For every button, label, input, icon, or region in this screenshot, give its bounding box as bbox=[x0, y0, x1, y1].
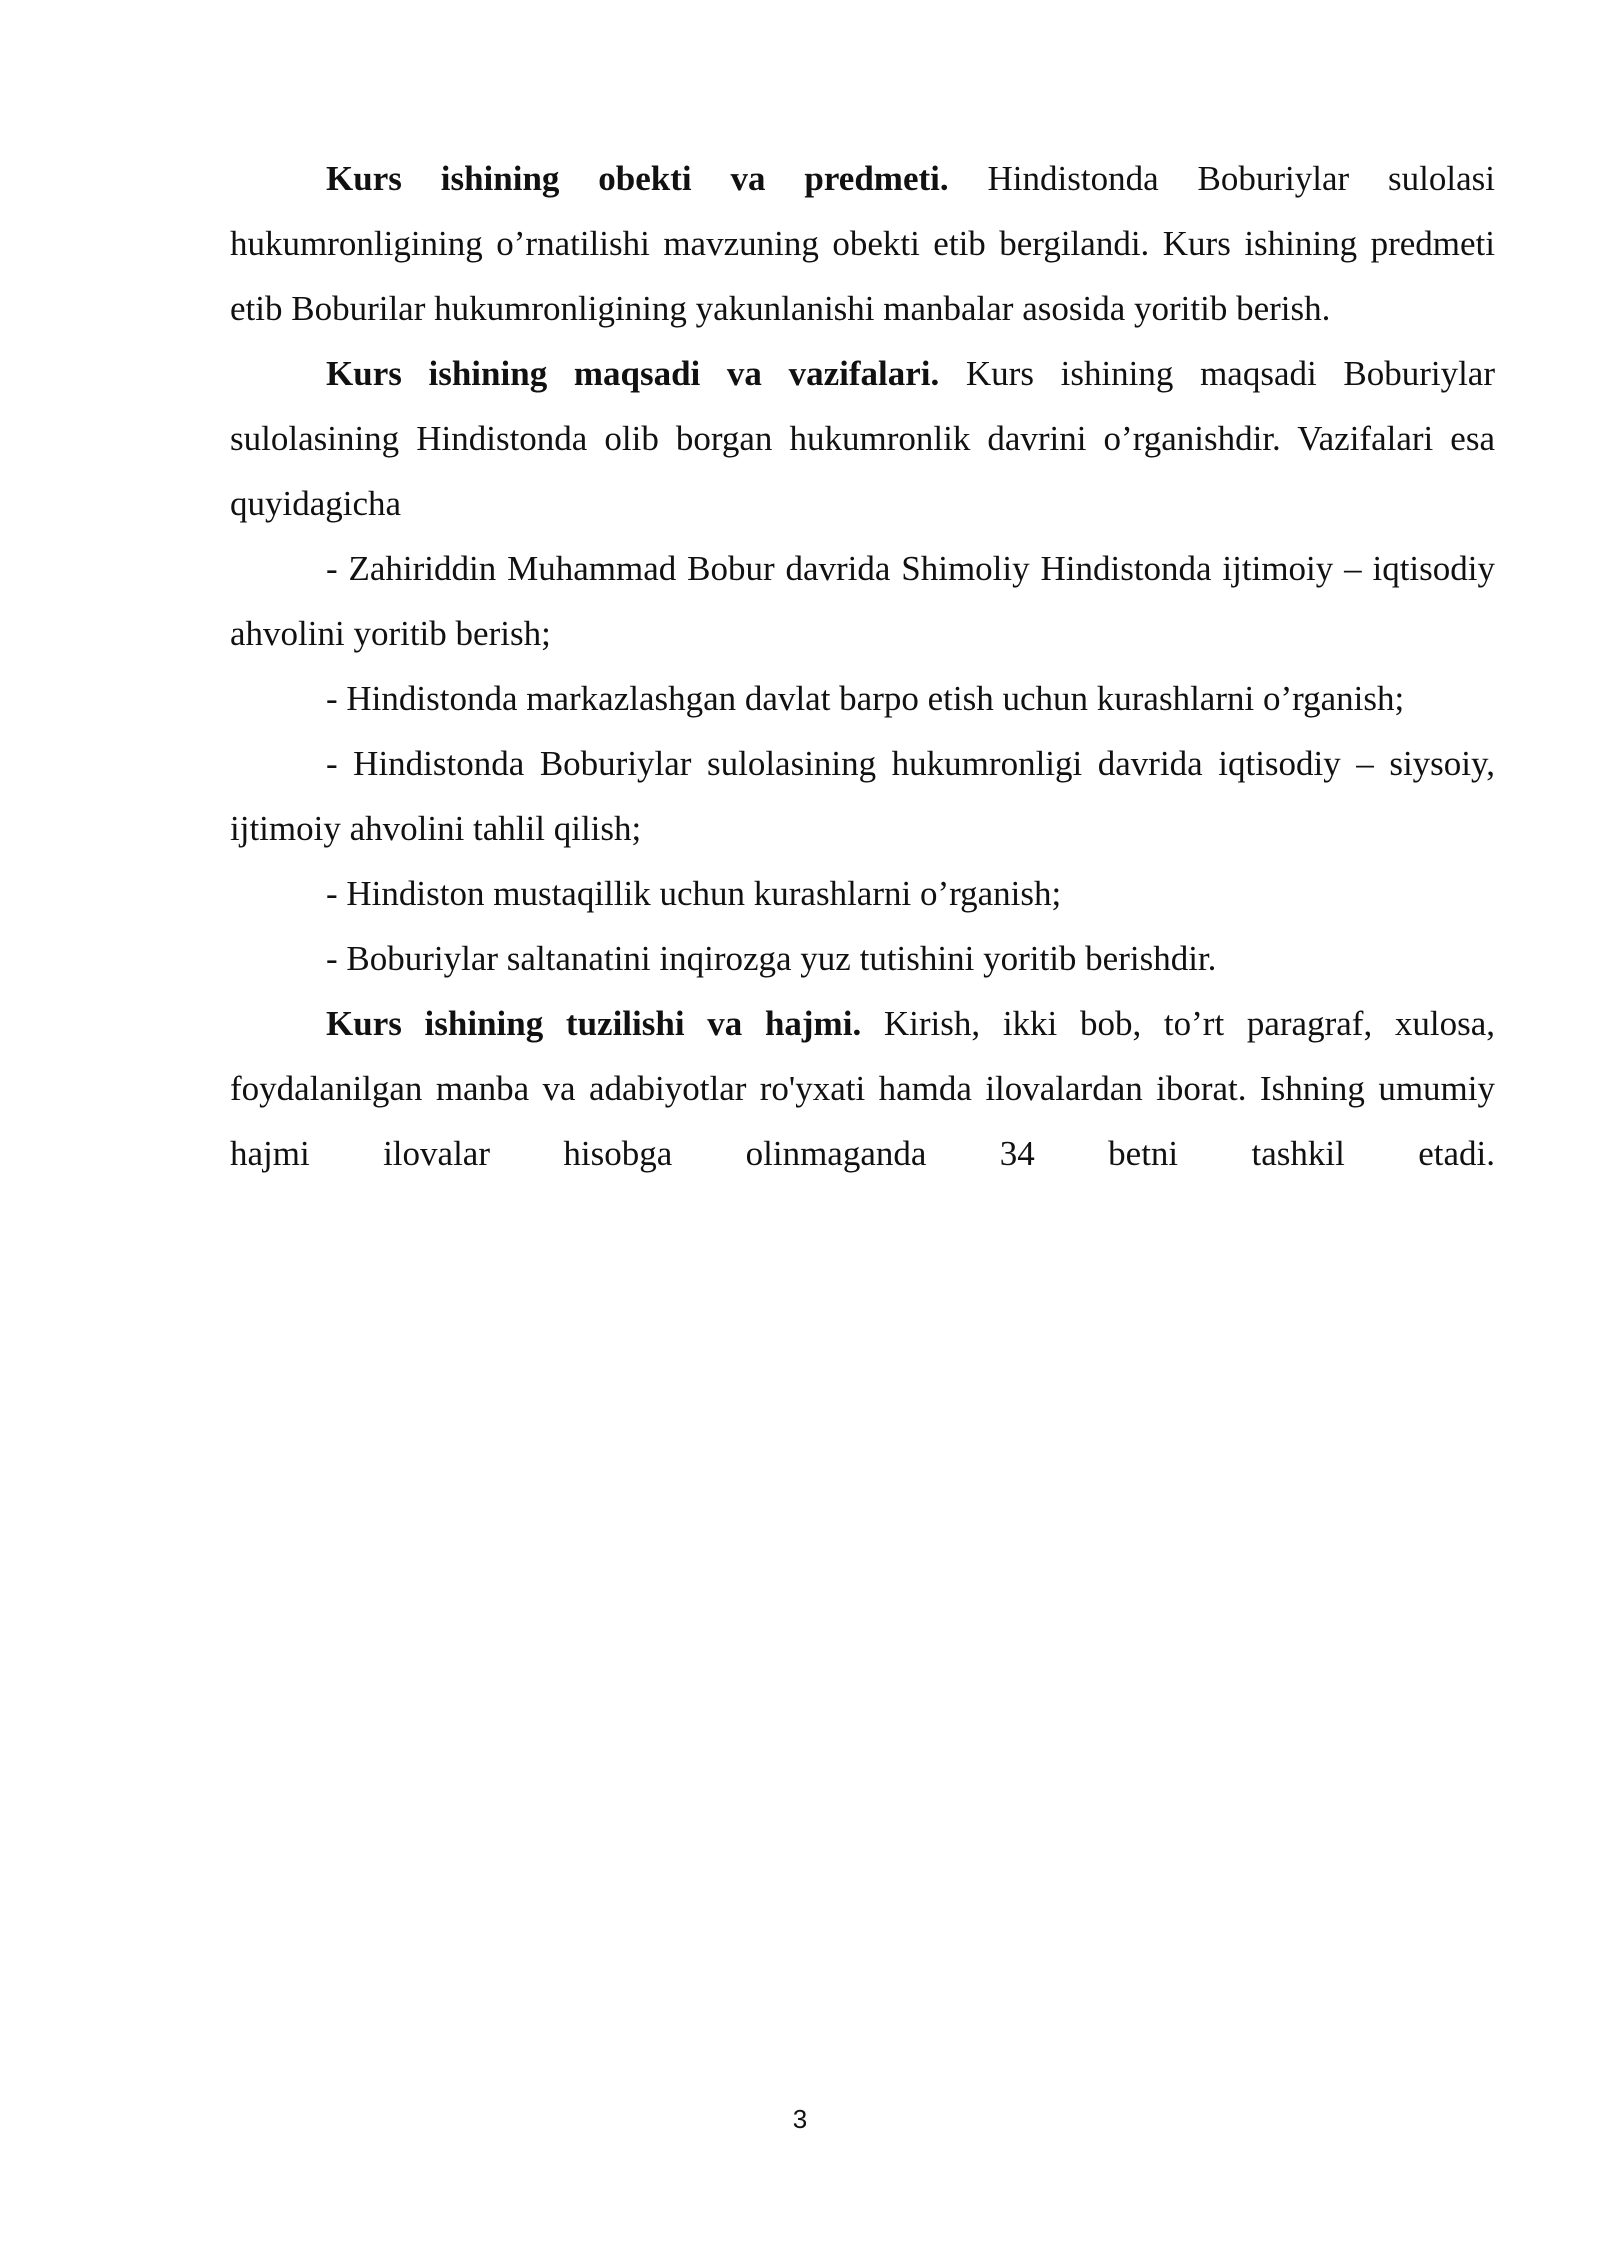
paragraph-text: Kurs ishining maqsadi Boburiylar sulolasining Hindistonda olib borgan hukumronlik davrini o’rganishdir. Vazifalari esa quyidagicha bbox=[230, 354, 1495, 523]
task-item-text: - Boburiylar saltanatini inqirozga yuz tutishini yoritib berishdir. bbox=[326, 939, 1217, 978]
paragraph-goals-tasks bbox=[230, 341, 1495, 536]
paragraph-text: Kirish, ikki bob, to’rt paragraf, xulosa, foydalanilgan manba va adabiyotlar ro'yxati hamda ilovalardan iborat. Ishning umumiy hajmi ilovalar hisobga olinmaganda 34 betni tashkil etadi. bbox=[230, 1004, 1496, 1173]
paragraph-text: Hindistonda Boburiylar sulolasi hukumronligining o’rnatilishi mavzuning obekti etib bergilandi. Kurs ishining predmeti etib Boburilar hukumronligining yakunlanishi manbalar asosida yoritib berish. bbox=[230, 159, 1495, 328]
paragraph-object-subject bbox=[230, 146, 1495, 341]
document-body bbox=[230, 146, 1495, 1186]
task-item-text: - Hindistonda Boburiylar sulolasining hukumronligi davrida iqtisodiy – siysoiy, ijtimoiy ahvolini tahlil qilish; bbox=[230, 744, 1495, 848]
paragraph-heading: Kurs ishining obekti va predmeti. bbox=[326, 159, 949, 198]
page-number: 3 bbox=[792, 2104, 808, 2134]
task-item-text: - Hindiston mustaqillik uchun kurashlarni o’rganish; bbox=[326, 874, 1062, 913]
paragraph-heading: Kurs ishining tuzilishi va hajmi. bbox=[326, 1004, 862, 1043]
task-item-4 bbox=[230, 861, 1495, 926]
task-item-3 bbox=[230, 731, 1495, 861]
paragraph-heading: Kurs ishining maqsadi va vazifalari. bbox=[326, 354, 940, 393]
task-item-text: - Zahiriddin Muhammad Bobur davrida Shimoliy Hindistonda ijtimoiy – iqtisodiy ahvolini yoritib berish; bbox=[230, 549, 1495, 653]
paragraph-structure-volume bbox=[230, 991, 1495, 1186]
task-item-text: - Hindistonda markazlashgan davlat barpo etish uchun kurashlarni o’rganish; bbox=[326, 679, 1405, 718]
task-item-5 bbox=[230, 926, 1495, 991]
task-item-1 bbox=[230, 536, 1495, 666]
task-item-2 bbox=[230, 666, 1495, 731]
